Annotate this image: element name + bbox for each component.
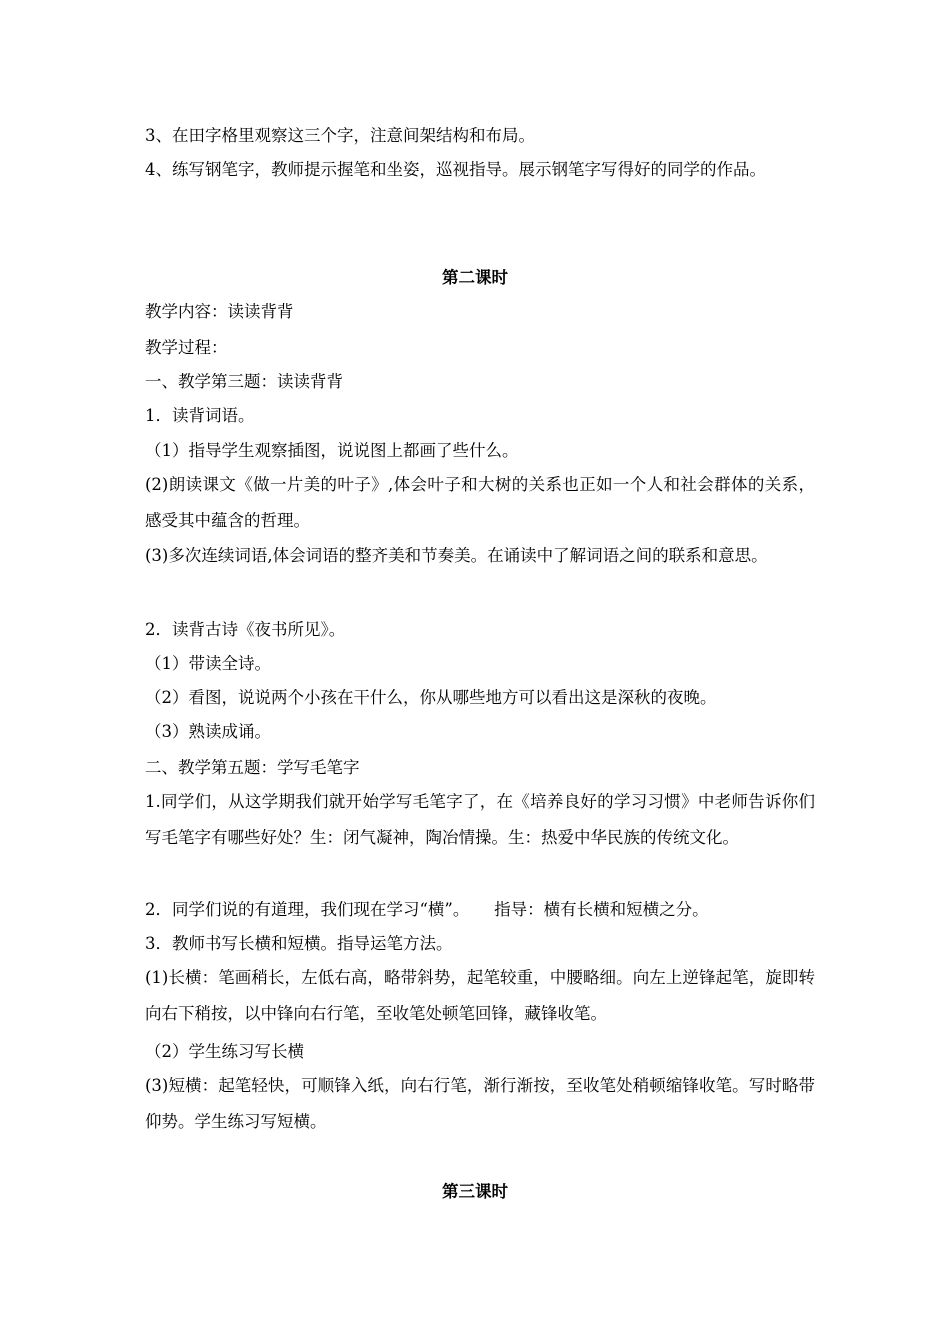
part-one-heading: 一、教学第三题：读读背背 [145, 372, 343, 391]
sub-item-1-2: (2)朗读课文《做一片美的叶子》,体会叶子和大树的关系也正如一个人和社会群体的关系，感受其中蕴含的哲理。 [145, 475, 815, 530]
paragraph-step-4: 4、练写钢笔字，教师提示握笔和坐姿，巡视指导。展示钢笔字写得好的同学的作品。 [145, 160, 766, 179]
paragraph-step-3: 3、在田字格里观察这三个字，注意间架结构和布局。 [145, 126, 535, 145]
sub-item-2-3: （3）熟读成诵。 [145, 722, 271, 741]
item-2-ancient-poem: 2．读背古诗《夜书所见》。 [145, 620, 346, 639]
paragraph-5-1: 1.同学们，从这学期我们就开始学写毛笔字了，在《培养良好的学习习惯》中老师告诉你们写毛笔字有哪些好处？生：闭气凝神，陶冶情操。生：热爱中华民族的传统文化。 [145, 792, 815, 847]
paragraph-5-2: 2．同学们说的有道理，我们现在学习“横”。 指导：横有长横和短横之分。 [145, 900, 709, 919]
paragraph-long-stroke: (1)长横：笔画稍长，左低右高，略带斜势，起笔较重，中腰略细。向左上逆锋起笔，旋即转向右下稍按，以中锋向右行笔，至收笔处顿笔回锋，藏锋收笔。 [145, 968, 815, 1023]
sub-item-2-2: （2）看图，说说两个小孩在干什么，你从哪些地方可以看出这是深秋的夜晚。 [145, 688, 717, 707]
section-heading-lesson-3: 第三课时 [442, 1182, 508, 1201]
section-heading-lesson-2: 第二课时 [442, 268, 508, 287]
sub-item-2-1: （1）带读全诗。 [145, 654, 271, 673]
part-two-heading: 二、教学第五题：学写毛笔字 [145, 758, 360, 777]
paragraph-practice-long: （2）学生练习写长横 [145, 1042, 304, 1061]
sub-item-1-1: （1）指导学生观察插图，说说图上都画了些什么。 [145, 441, 519, 460]
paragraph-5-3: 3．教师书写长横和短横。指导运笔方法。 [145, 934, 453, 953]
item-1-read-words: 1．读背词语。 [145, 406, 255, 425]
teaching-process: 教学过程： [145, 338, 228, 357]
teaching-content: 教学内容：读读背背 [145, 302, 294, 321]
paragraph-short-stroke: (3)短横：起笔轻快，可顺锋入纸，向右行笔，渐行渐按，至收笔处稍顿缩锋收笔。写时略带仰势。学生练习写短横。 [145, 1076, 815, 1131]
sub-item-1-3: (3)多次连续词语,体会词语的整齐美和节奏美。在诵读中了解词语之间的联系和意思。 [145, 546, 768, 565]
